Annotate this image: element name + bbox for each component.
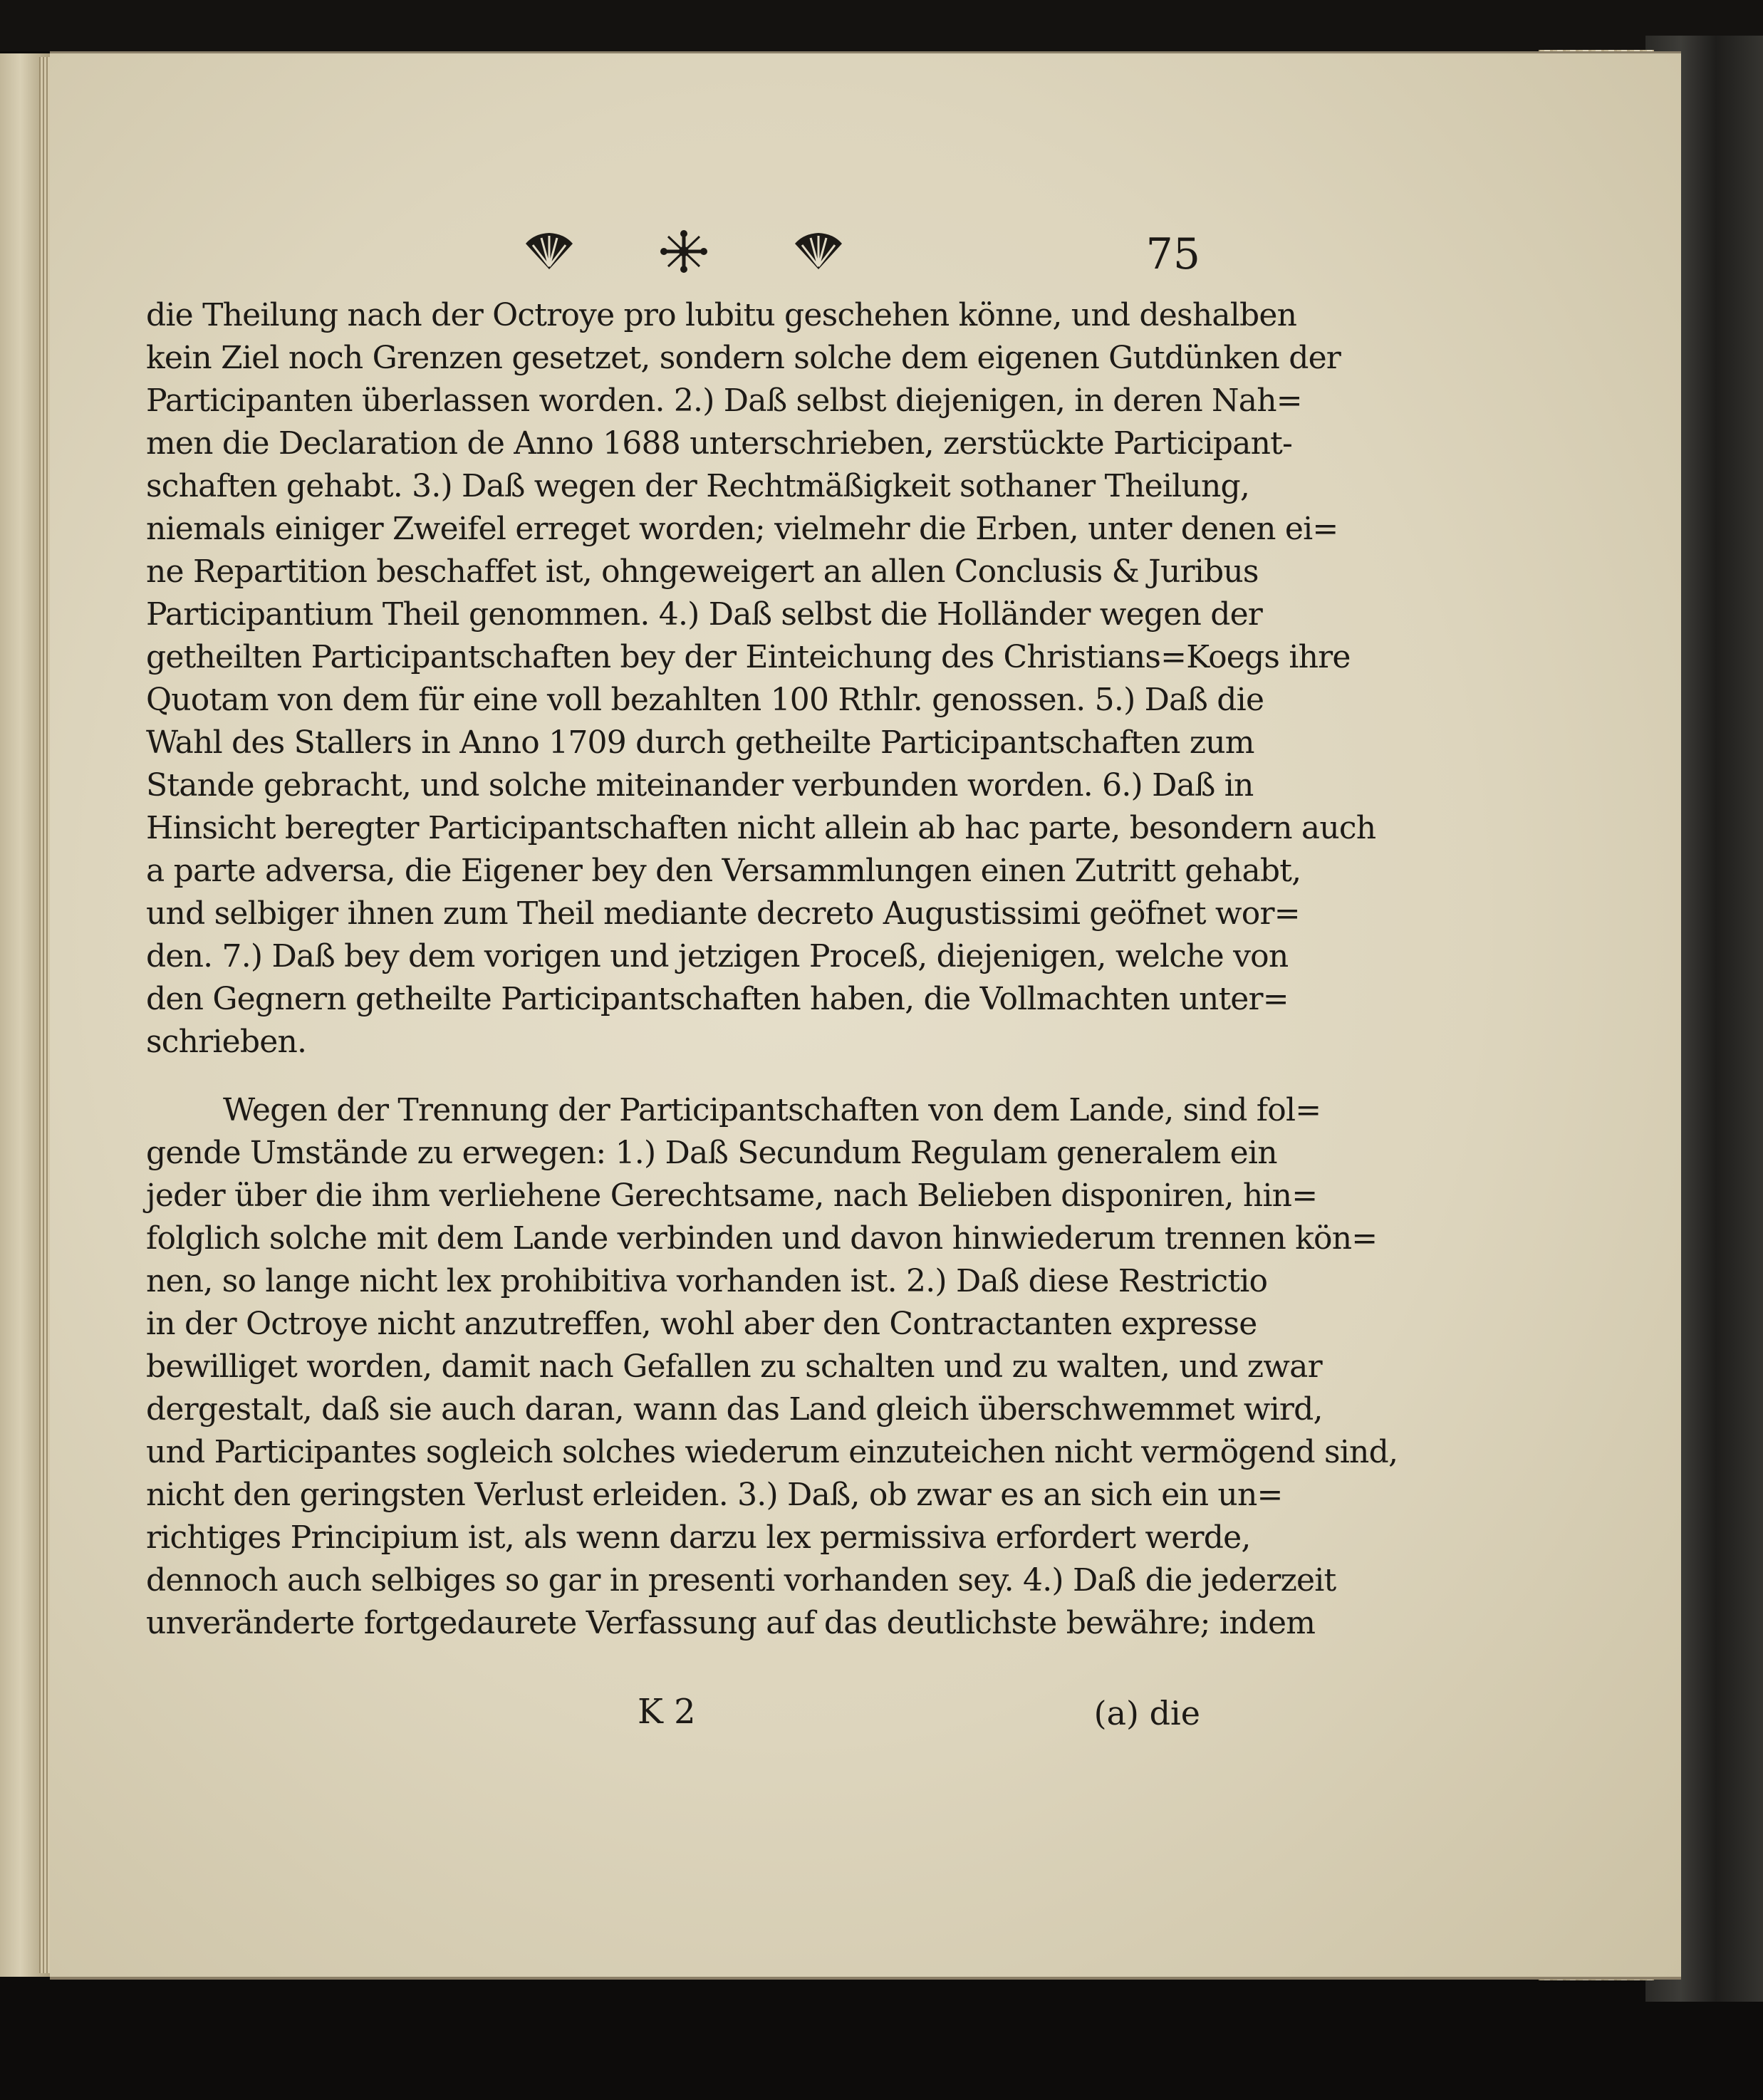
text-line: in der Octroye nicht anzutreffen, wohl aber den Contractanten expresse — [146, 1306, 1257, 1342]
text-line: Wahl des Stallers in Anno 1709 durch getheilte Participantschaften zum — [146, 724, 1254, 761]
signature-mark: K 2 — [638, 1692, 696, 1732]
text-line: schrieben. — [146, 1024, 307, 1060]
text-line: men die Declaration de Anno 1688 unterschrieben, zerstückte Participant- — [146, 425, 1293, 462]
text-line: Wegen der Trennung der Participantschaften von dem Lande, sind fol= — [223, 1092, 1321, 1128]
text-line: Quotam von dem für eine voll bezahlten 100 Rthlr. genossen. 5.) Daß die — [146, 682, 1264, 718]
text-line: unveränderte fortgedaurete Verfassung auf das deutlichste bewähre; indem — [146, 1605, 1316, 1641]
text-line: nen, so lange nicht lex prohibitiva vorhanden ist. 2.) Daß diese Restrictio — [146, 1263, 1268, 1299]
text-line: getheilten Participantschaften bey der Einteichung des Christians=Koegs ihre — [146, 639, 1351, 675]
text-line: ne Repartition beschaffet ist, ohngeweigert an allen Conclusis & Juribus — [146, 553, 1259, 590]
catchword: (a) die — [1093, 1694, 1200, 1732]
scan-background — [0, 0, 1763, 51]
text-line: die Theilung nach der Octroye pro lubitu geschehen könne, und deshalben — [146, 297, 1297, 333]
text-line: niemals einiger Zweifel erreget worden; vielmehr die Erben, unter denen ei= — [146, 511, 1338, 547]
text-line: und selbiger ihnen zum Theil mediante decreto Augustissimi geöfnet wor= — [146, 895, 1300, 932]
paragraph-1 — [146, 294, 1376, 1064]
text-line: gende Umstände zu erwegen: 1.) Daß Secundum Regulam generalem ein — [146, 1135, 1277, 1171]
text-line: und Participantes sogleich solches wiederum einzuteichen nicht vermögend sind, — [146, 1434, 1398, 1470]
text-line: richtiges Principium ist, als wenn darzu lex permissiva erfordert werde, — [146, 1519, 1251, 1556]
text-line: den. 7.) Daß bey dem vorigen und jetzigen Proceß, diejenigen, welche von — [146, 938, 1289, 974]
text-line: dergestalt, daß sie auch daran, wann das Land gleich überschwemmet wird, — [146, 1391, 1323, 1428]
text-line: schaften gehabt. 3.) Daß wegen der Rechtmäßigkeit sothaner Theilung, — [146, 468, 1250, 504]
text-line: jeder über die ihm verliehene Gerechtsame, nach Belieben disponiren, hin= — [146, 1178, 1318, 1214]
text-line: kein Ziel noch Grenzen gesetzet, sondern solche dem eigenen Gutdünken der — [146, 340, 1341, 376]
text-line: nicht den geringsten Verlust erleiden. 3.) Daß, ob zwar es an sich ein un= — [146, 1477, 1283, 1513]
text-line: bewilliget worden, damit nach Gefallen zu schalten und zu walten, und zwar — [146, 1348, 1322, 1385]
text-line: den Gegnern getheilte Participantschaften haben, die Vollmachten unter= — [146, 981, 1289, 1017]
text-line: Hinsicht beregter Participantschaften nicht allein ab hac parte, besondern auch — [146, 810, 1376, 846]
body-text — [146, 227, 1398, 1645]
text-line: Stande gebracht, und solche miteinander verbunden worden. 6.) Daß in — [146, 767, 1254, 804]
paragraph-2 — [146, 1089, 1398, 1645]
text-line: folglich solche mit dem Lande verbinden und davon hinwiederum trennen kön= — [146, 1220, 1378, 1257]
page-number: 75 — [1145, 229, 1200, 279]
text-line: dennoch auch selbiges so gar in presenti vorhanden sey. 4.) Daß die jederzeit — [146, 1562, 1336, 1599]
text-line: Participanten überlassen worden. 2.) Daß selbst diejenigen, in deren Nah= — [146, 383, 1302, 419]
text-line: a parte adversa, die Eigener bey den Versammlungen einen Zutritt gehabt, — [146, 853, 1301, 889]
text-line: Participantium Theil genommen. 4.) Daß selbst die Holländer wegen der — [146, 596, 1263, 633]
